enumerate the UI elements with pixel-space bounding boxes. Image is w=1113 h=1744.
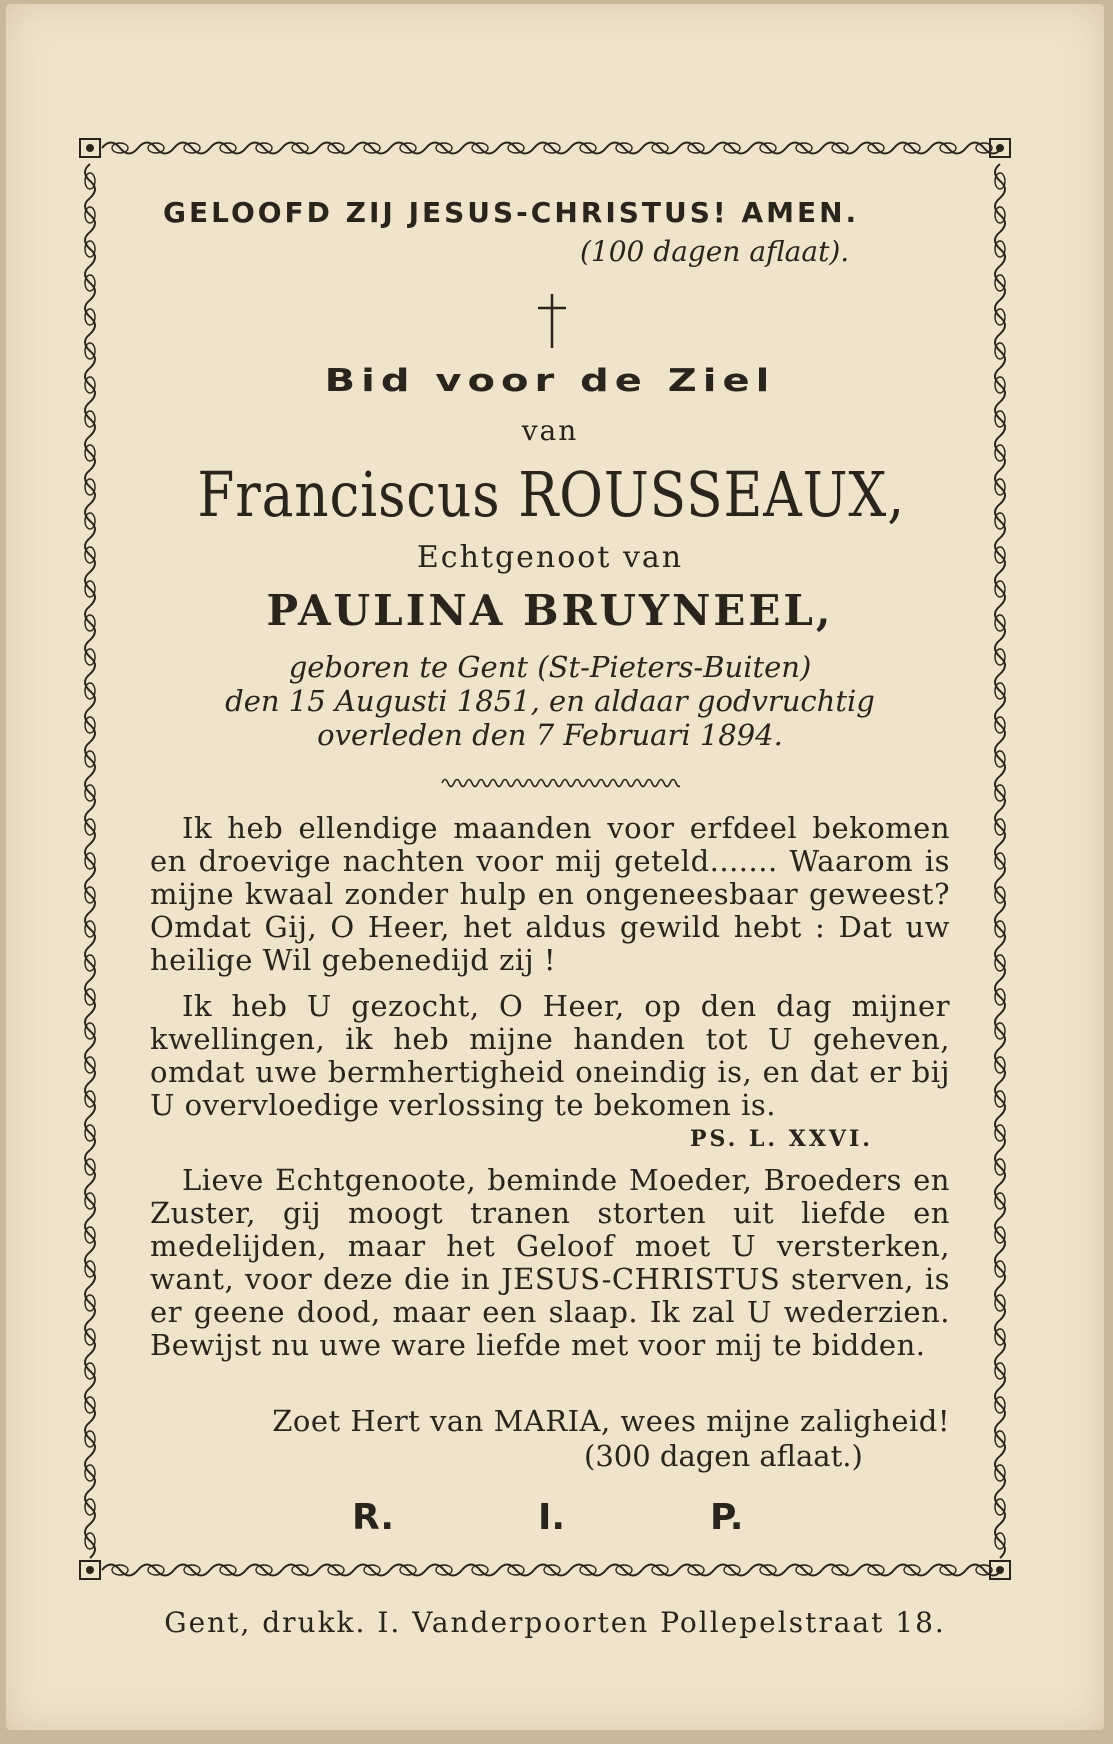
rip-p: P. — [710, 1497, 744, 1538]
closing-indulgence: (300 dagen aflaat.) — [584, 1439, 863, 1473]
relation-label: Echtgenoot van — [416, 540, 684, 575]
prayer-text-3: Lieve Echtgenoote, beminde Moeder, Broeders en Zuster, gij moogt tranen storten uit liefde en medelijden, maar het Geloof moet U versterken, want, voor deze die in JESUS-CHRISTUS sterven, is er geene dood, maar een slaap. Ik zal U wederzien. Bewijst nu uwe ware liefde met voor mij te bidden. — [150, 1163, 950, 1362]
rip-r: R. — [352, 1497, 395, 1538]
spouse-name: PAULINA BRUYNEEL, — [266, 586, 834, 635]
wave-divider — [440, 774, 680, 792]
cross-icon — [536, 292, 568, 350]
indulgence-note: (100 dagen aflaat). — [580, 235, 850, 268]
death-line: den 15 Augusti 1851, en aldaar godvruchtig — [225, 684, 875, 718]
prayer-text-2: Ik heb U gezocht, O Heer, op den dag mijner kwellingen, ik heb mijne handen tot U geheven, omdat uwe bermhertigheid oneindig is, en dat er bij U overvloedige verlossing te bekomen is. — [150, 989, 950, 1122]
prayer-paragraph-1 — [150, 812, 950, 977]
birth-line: geboren te Gent (St-Pieters-Buiten) — [288, 650, 812, 684]
death-date-line: overleden den 7 Februari 1894. — [317, 718, 783, 752]
prayer-paragraph-3 — [150, 1164, 950, 1362]
closing-invocation: Zoet Hert van MARIA, wees mijne zaligheid! — [272, 1404, 950, 1438]
pray-heading: Bid voor de Ziel — [324, 363, 776, 399]
van-label: van — [521, 414, 579, 447]
acclamation: GELOOFD ZIJ JESUS-CHRISTUS! AMEN. — [163, 196, 860, 229]
psalm-reference: PS. L. XXVI. — [690, 1126, 873, 1152]
rip-i: I. — [538, 1497, 566, 1538]
deceased-name: Franciscus ROUSSEAUX, — [197, 458, 906, 531]
prayer-paragraph-2 — [150, 990, 950, 1122]
printer-imprint: Gent, drukk. I. Vanderpoorten Pollepelstraat 18. — [164, 1606, 946, 1639]
prayer-text-1: Ik heb ellendige maanden voor erfdeel bekomen en droevige nachten voor mij geteld....... Waarom is mijne kwaal zonder hulp en ongeneesbaar geweest? Omdat Gij, O Heer, het aldus gewild hebt : Dat uw heilige Wil gebenedijd zij ! — [150, 811, 950, 977]
